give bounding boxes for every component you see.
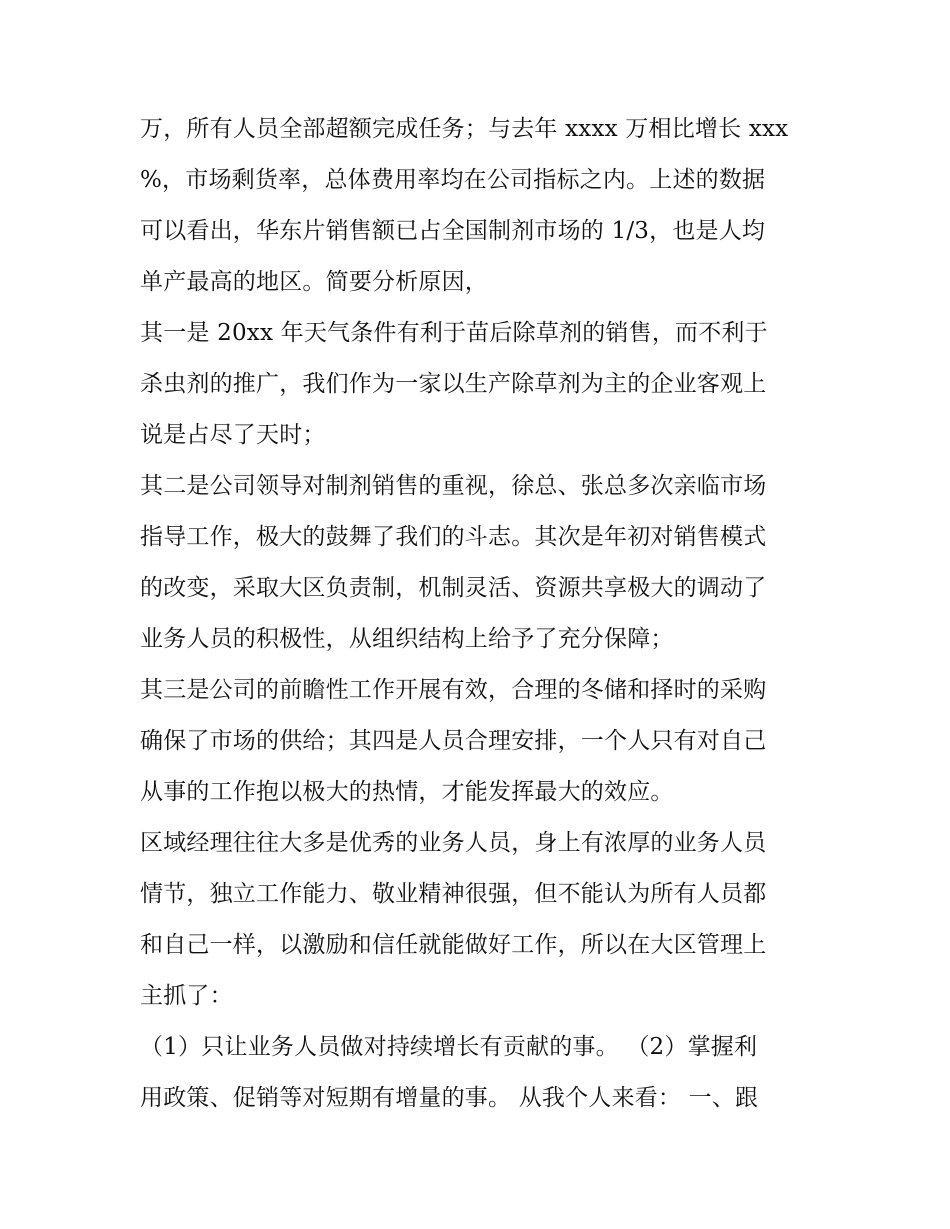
body-text [140,104,820,1124]
text-line: 主抓了： [140,983,233,1009]
text-line: %，市场剩货率，总体费用率均在公司指标之内。上述的数据 [140,167,766,193]
text-line: 可以看出，华东片销售额已占全国制剂市场的 1/3，也是人均 [140,218,766,244]
text-line: 区域经理往往大多是优秀的业务人员，身上有浓厚的业务人员 [140,830,767,856]
text-line: 单产最高的地区。简要分析原因， [140,269,488,295]
text-line: 和自己一样，以激励和信任就能做好工作，所以在大区管理上 [140,932,767,958]
text-line: 业务人员的积极性，从组织结构上给予了充分保障； [140,626,674,652]
text-line: （1）只让业务人员做对持续增长有贡献的事。 （2）掌握利 [140,1034,758,1060]
text-line: 其三是公司的前瞻性工作开展有效，合理的冬储和择时的采购 [140,677,767,703]
text-line: 情节，独立工作能力、敬业精神很强，但不能认为所有人员都 [140,881,767,907]
text-line: 万，所有人员全部超额完成任务；与去年 xxxx 万相比增长 xxx [140,116,789,142]
text-line: 确保了市场的供给；其四是人员合理安排，一个人只有对自己 [140,728,767,754]
text-line: 的改变，采取大区负责制，机制灵活、资源共享极大的调动了 [140,575,767,601]
text-line: 指导工作，极大的鼓舞了我们的斗志。其次是年初对销售模式 [140,524,767,550]
text-line: 从事的工作抱以极大的热情，才能发挥最大的效应。 [140,779,674,805]
text-line: 用政策、促销等对短期有增量的事。 从我个人来看： 一、跟 [140,1085,759,1111]
text-line: 其二是公司领导对制剂销售的重视，徐总、张总多次亲临市场 [140,473,767,499]
text-line: 其一是 20xx 年天气条件有利于苗后除草剂的销售，而不利于 [140,320,768,346]
text-line: 杀虫剂的推广，我们作为一家以生产除草剂为主的企业客观上 [140,371,767,397]
text-line: 说是占尽了天时； [140,422,326,448]
